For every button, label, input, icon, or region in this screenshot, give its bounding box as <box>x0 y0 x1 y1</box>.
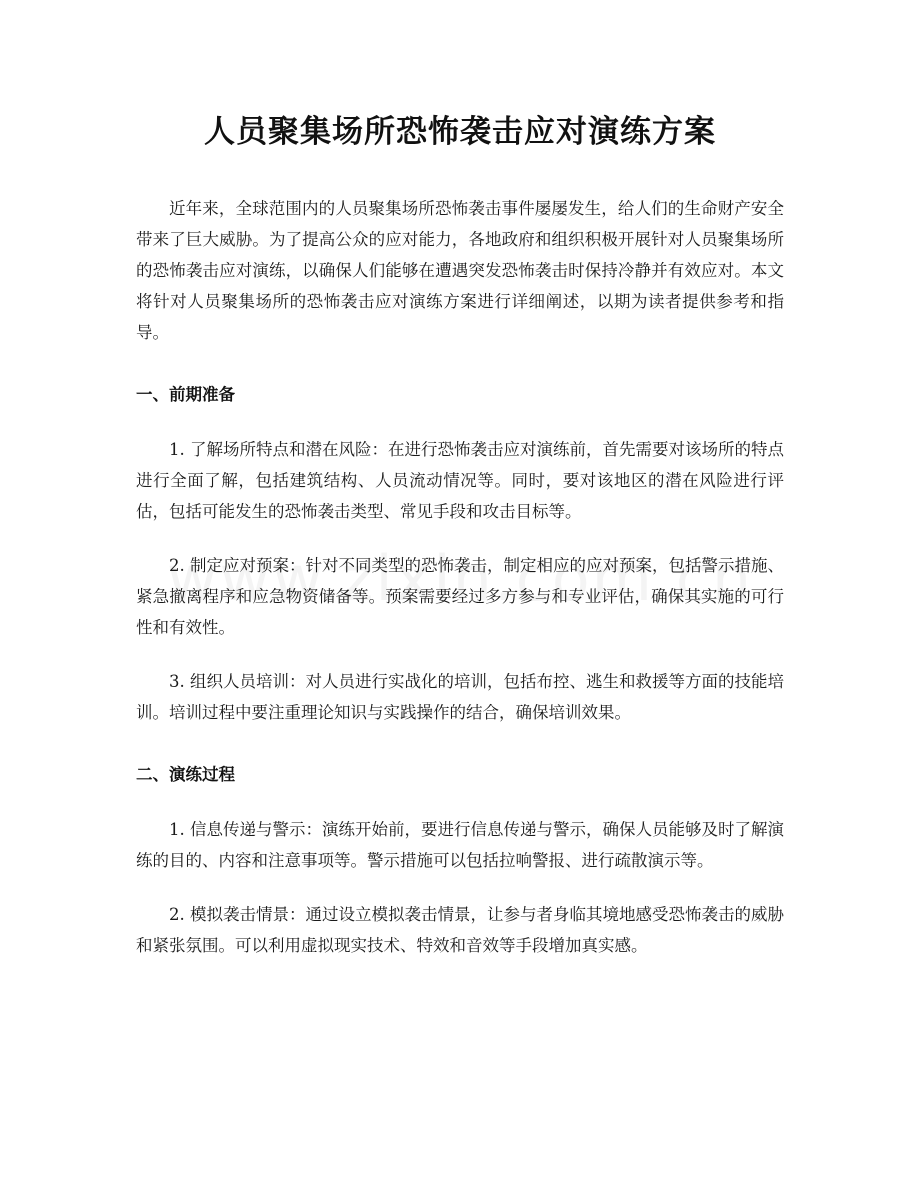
section-paragraph-prep-3: 3. 组织人员培训：对人员进行实战化的培训，包括布控、逃生和救援等方面的技能培训。培训过程中要注重理论知识与实践操作的结合，确保培训效果。 <box>136 672 784 722</box>
section-paragraph-drill-1: 1. 信息传递与警示：演练开始前，要进行信息传递与警示，确保人员能够及时了解演练的目的、内容和注意事项等。警示措施可以包括拉响警报、进行疏散演示等。 <box>136 820 784 870</box>
section-paragraph-drill-2: 2. 模拟袭击情景：通过设立模拟袭击情景，让参与者身临其境地感受恐怖袭击的威胁和紧张氛围。可以利用虚拟现实技术、特效和音效等手段增加真实感。 <box>136 905 784 955</box>
section-heading-preparation: 一、前期准备 <box>136 385 235 404</box>
section-paragraph-prep-2: 2. 制定应对预案：针对不同类型的恐怖袭击，制定相应的应对预案，包括警示措施、紧急撤离程序和应急物资储备等。预案需要经过多方参与和专业评估，确保其实施的可行性和有效性。 <box>136 556 784 637</box>
document-title: 人员聚集场所恐怖袭击应对演练方案 <box>204 114 716 150</box>
section-paragraph-prep-1: 1. 了解场所特点和潜在风险：在进行恐怖袭击应对演练前，首先需要对该场所的特点进行全面了解，包括建筑结构、人员流动情况等。同时，要对该地区的潜在风险进行评估，包括可能发生的恐怖袭击类型、常见手段和攻击目标等。 <box>136 440 784 521</box>
section-heading-drill-process: 二、演练过程 <box>136 765 235 784</box>
intro-paragraph: 近年来，全球范围内的人员聚集场所恐怖袭击事件屡屡发生，给人们的生命财产安全带来了巨大威胁。为了提高公众的应对能力，各地政府和组织积极开展针对人员聚集场所的恐怖袭击应对演练，以确保人们能够在遭遇突发恐怖袭击时保持冷静并有效应对。本文将针对人员聚集场所的恐怖袭击应对演练方案进行详细阐述，以期为读者提供参考和指导。 <box>136 199 784 342</box>
